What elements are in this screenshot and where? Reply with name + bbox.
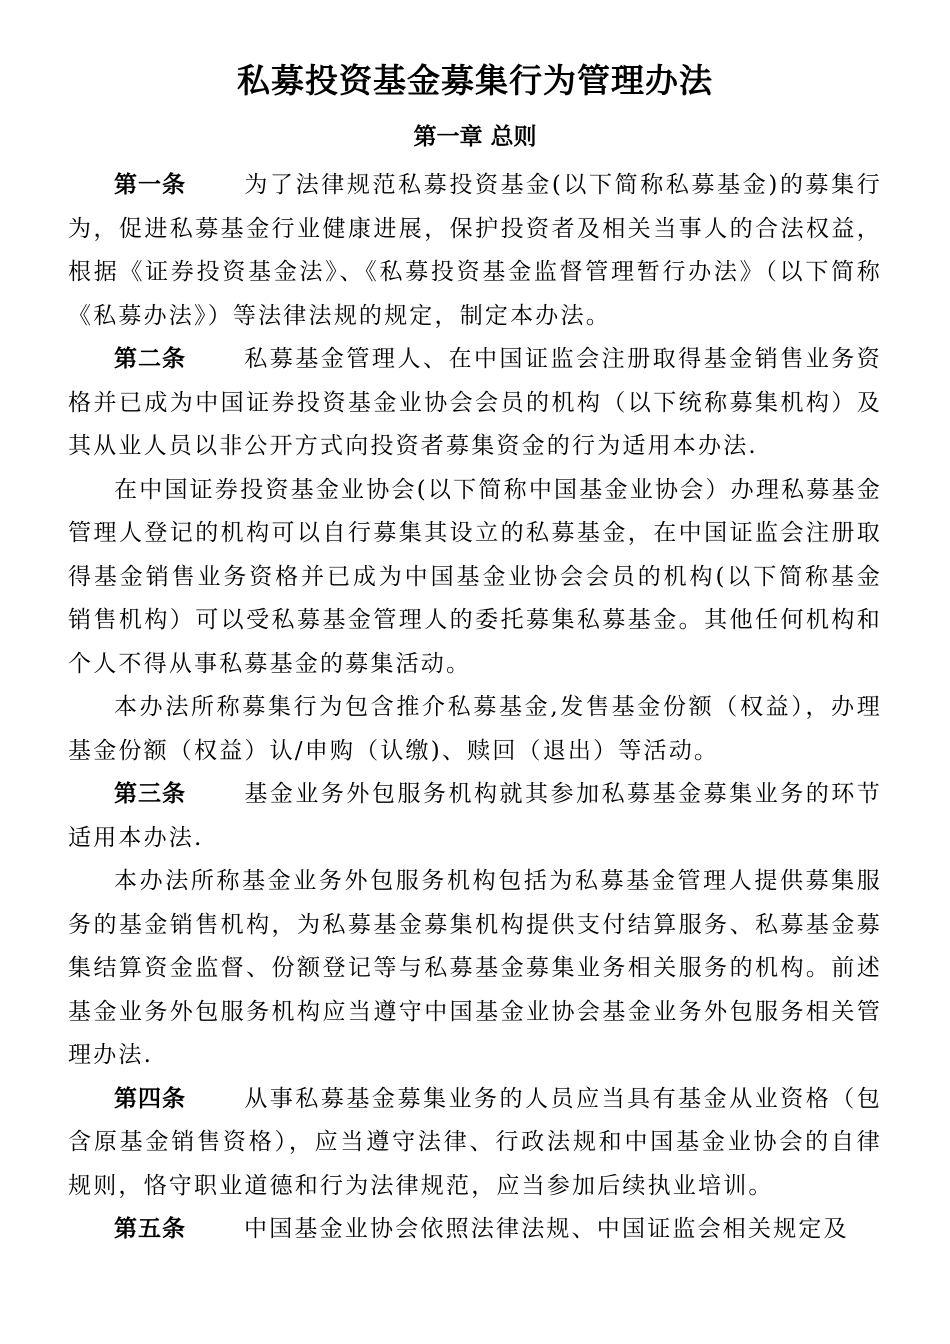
- paragraph-article-5: [68, 1208, 882, 1252]
- paragraph-text: 从事私募基金募集业务的人员应当具有基金从业资格（包含原基金销售资格），应当遵守法律、行政法规和中国基金业协会的自律规则，恪守职业道德和行为法律规范，应当参加后续执业培训。: [68, 1085, 882, 1199]
- paragraph-text: 本办法所称募集行为包含推介私募基金,发售基金份额（权益），办理基金份额（权益）认/申购（认缴)、赎回（退出）等活动。: [68, 694, 882, 764]
- paragraph: [68, 686, 882, 773]
- paragraph-article-3: [68, 773, 882, 860]
- paragraph-text: 在中国证券投资基金业协会(以下简称中国基金业协会）办理私募基金管理人登记的机构可以自行募集其设立的私募基金，在中国证监会注册取得基金销售业务资格并已成为中国基金业协会会员的机构(以下简称基金销售机构）可以受私募基金管理人的委托募集私募基金。其他任何机构和个人不得从事私募基金的募集活动。: [68, 476, 882, 677]
- article-number: 第三条: [114, 781, 186, 807]
- paragraph: [68, 469, 882, 687]
- paragraph-text: 为了法律规范私募投资基金(以下简称私募基金)的募集行为，促进私募基金行业健康进展，保护投资者及相关当事人的合法权益，根据《证券投资基金法》、《私募投资基金监督管理暂行办法》（以下简称《私募办法》）等法律法规的规定，制定本办法。: [68, 172, 882, 329]
- article-number: 第一条: [114, 172, 186, 198]
- document-title: 私募投资基金募集行为管理办法: [237, 61, 713, 100]
- paragraph-text: 本办法所称基金业务外包服务机构包括为私募基金管理人提供募集服务的基金销售机构，为私募基金募集机构提供支付结算服务、私募基金募集结算资金监督、份额登记等与私募基金募集业务相关服务的机构。前述基金业务外包服务机构应当遵守中国基金业协会基金业务外包服务相关管理办法.: [68, 868, 882, 1068]
- chapter-heading: 第一章 总则: [413, 124, 537, 150]
- paragraph-text: 基金业务外包服务机构就其参加私募基金募集业务的环节适用本办法.: [68, 781, 882, 851]
- document-page: [68, 52, 882, 1252]
- article-number: 第四条: [114, 1085, 186, 1112]
- paragraph-article-4: [68, 1078, 882, 1209]
- paragraph-text: 私募基金管理人、在中国证监会注册取得基金销售业务资格并已成为中国证券投资基金业协会会员的机构（以下统称募集机构）及其从业人员以非公开方式向投资者募集资金的行为适用本办法.: [68, 346, 882, 459]
- paragraph-text: 中国基金业协会依照法律法规、中国证监会相关规定及: [244, 1216, 849, 1242]
- paragraph-article-1: [68, 164, 882, 338]
- article-number: 第五条: [114, 1216, 186, 1242]
- article-number: 第二条: [114, 346, 186, 372]
- paragraph: [68, 860, 882, 1078]
- paragraph-article-2: [68, 338, 882, 469]
